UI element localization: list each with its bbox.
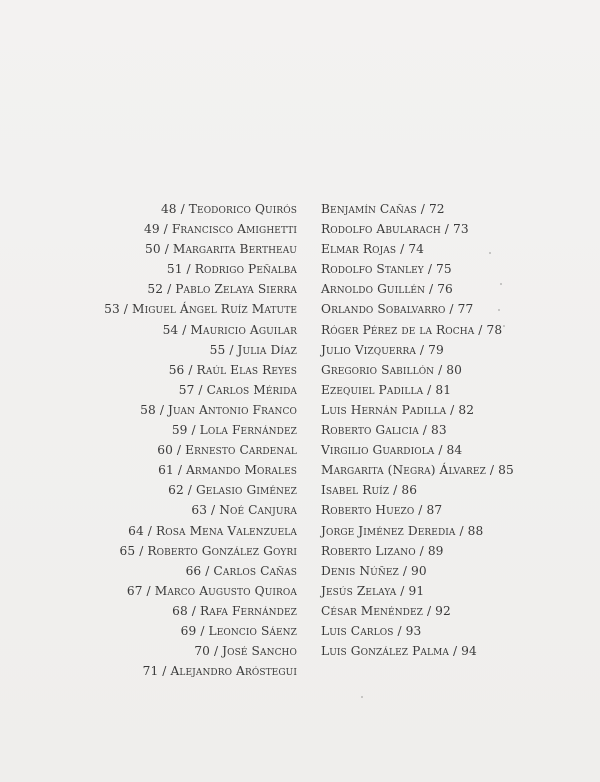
artist-entry: 62 / Gelasio Giménez (168, 483, 297, 498)
paper-speck (503, 325, 505, 327)
artist-entry: 58 / Juan Antonio Franco (140, 402, 297, 417)
artist-entry: 60 / Ernesto Cardenal (157, 443, 297, 458)
artist-entry: 52 / Pablo Zelaya Sierra (147, 282, 297, 297)
artist-list-right (321, 199, 514, 661)
artist-entry: Benjamín Cañas / 72 (321, 202, 445, 216)
artist-entry: Rodolfo Abularach / 73 (321, 222, 469, 237)
artist-entry: 56 / Raúl Elas Reyes (168, 362, 297, 377)
artist-entry: 54 / Mauricio Aguilar (162, 322, 297, 337)
artist-entry: Rodolfo Stanley / 75 (321, 262, 452, 277)
artist-entry: 48 / Teodorico Quirós (160, 202, 297, 216)
artist-entry: 49 / Francisco Amighetti (143, 222, 297, 237)
artist-entry: 64 / Rosa Mena Valenzuela (128, 523, 297, 538)
artist-entry: Elmar Rojas / 74 (321, 242, 425, 257)
artist-entry: 63 / Noé Canjura (191, 503, 297, 518)
artist-entry: 50 / Margarita Bertheau (145, 242, 297, 257)
artist-entry: 66 / Carlos Cañas (185, 563, 297, 578)
artist-entry: 51 / Rodrigo Peñalba (166, 262, 297, 277)
artist-entry: Jorge Jiménez Deredia / 88 (321, 523, 484, 538)
paper-speck (498, 309, 500, 311)
artist-entry: 59 / Lola Fernández (171, 423, 297, 438)
artist-entry: Denis Núñez / 90 (321, 563, 427, 578)
artist-entry: Virgilio Guardiola / 84 (321, 443, 463, 458)
artist-entry: 61 / Armando Morales (158, 463, 297, 478)
artist-entry: Gregorio Sabillón / 80 (321, 362, 463, 377)
artist-entry: Ezequiel Padilla / 81 (321, 382, 452, 397)
artist-entry: 53 / Miguel Ángel Ruíz Matute (104, 302, 297, 317)
artist-entry: Isabel Ruíz / 86 (321, 483, 418, 498)
artist-entry: 65 / Roberto González Goyri (119, 543, 297, 558)
artist-entry: Orlando Sobalvarro / 77 (321, 302, 474, 317)
artist-entry: Róger Pérez de la Rocha / 78 (321, 322, 503, 337)
artist-entry: Roberto Huezo / 87 (321, 503, 443, 518)
artist-entry: 69 / Leoncio Sáenz (180, 623, 297, 638)
artist-entry: 71 / Alejandro Aróstegui (142, 664, 297, 679)
paper-speck (361, 696, 363, 698)
paper-speck (489, 252, 491, 254)
artist-list-left (104, 199, 297, 681)
artist-entry: Arnoldo Guillén / 76 (321, 282, 453, 297)
artist-entry: Roberto Lizano / 89 (321, 543, 444, 558)
artist-entry: Roberto Galicia / 83 (321, 423, 447, 438)
artist-entry: 57 / Carlos Mérida (178, 382, 297, 397)
artist-entry: 70 / José Sancho (194, 644, 297, 659)
artist-entry: Jesús Zelaya / 91 (321, 583, 425, 598)
artist-entry: 67 / Marco Augusto Quiroa (126, 583, 297, 598)
artist-entry: César Menéndez / 92 (321, 603, 451, 618)
artist-entry: 68 / Rafa Fernández (172, 603, 297, 618)
artist-entry: Luis Carlos / 93 (321, 623, 422, 638)
artist-entry: Julio Vizquerra / 79 (321, 342, 444, 357)
artist-entry: 55 / Julia Díaz (209, 342, 297, 357)
artist-entry: Luis Hernán Padilla / 82 (321, 402, 475, 417)
paper-speck (500, 283, 502, 285)
artist-entry: Margarita (Negra) Álvarez / 85 (321, 463, 514, 478)
artist-entry: Luis González Palma / 94 (321, 644, 477, 659)
